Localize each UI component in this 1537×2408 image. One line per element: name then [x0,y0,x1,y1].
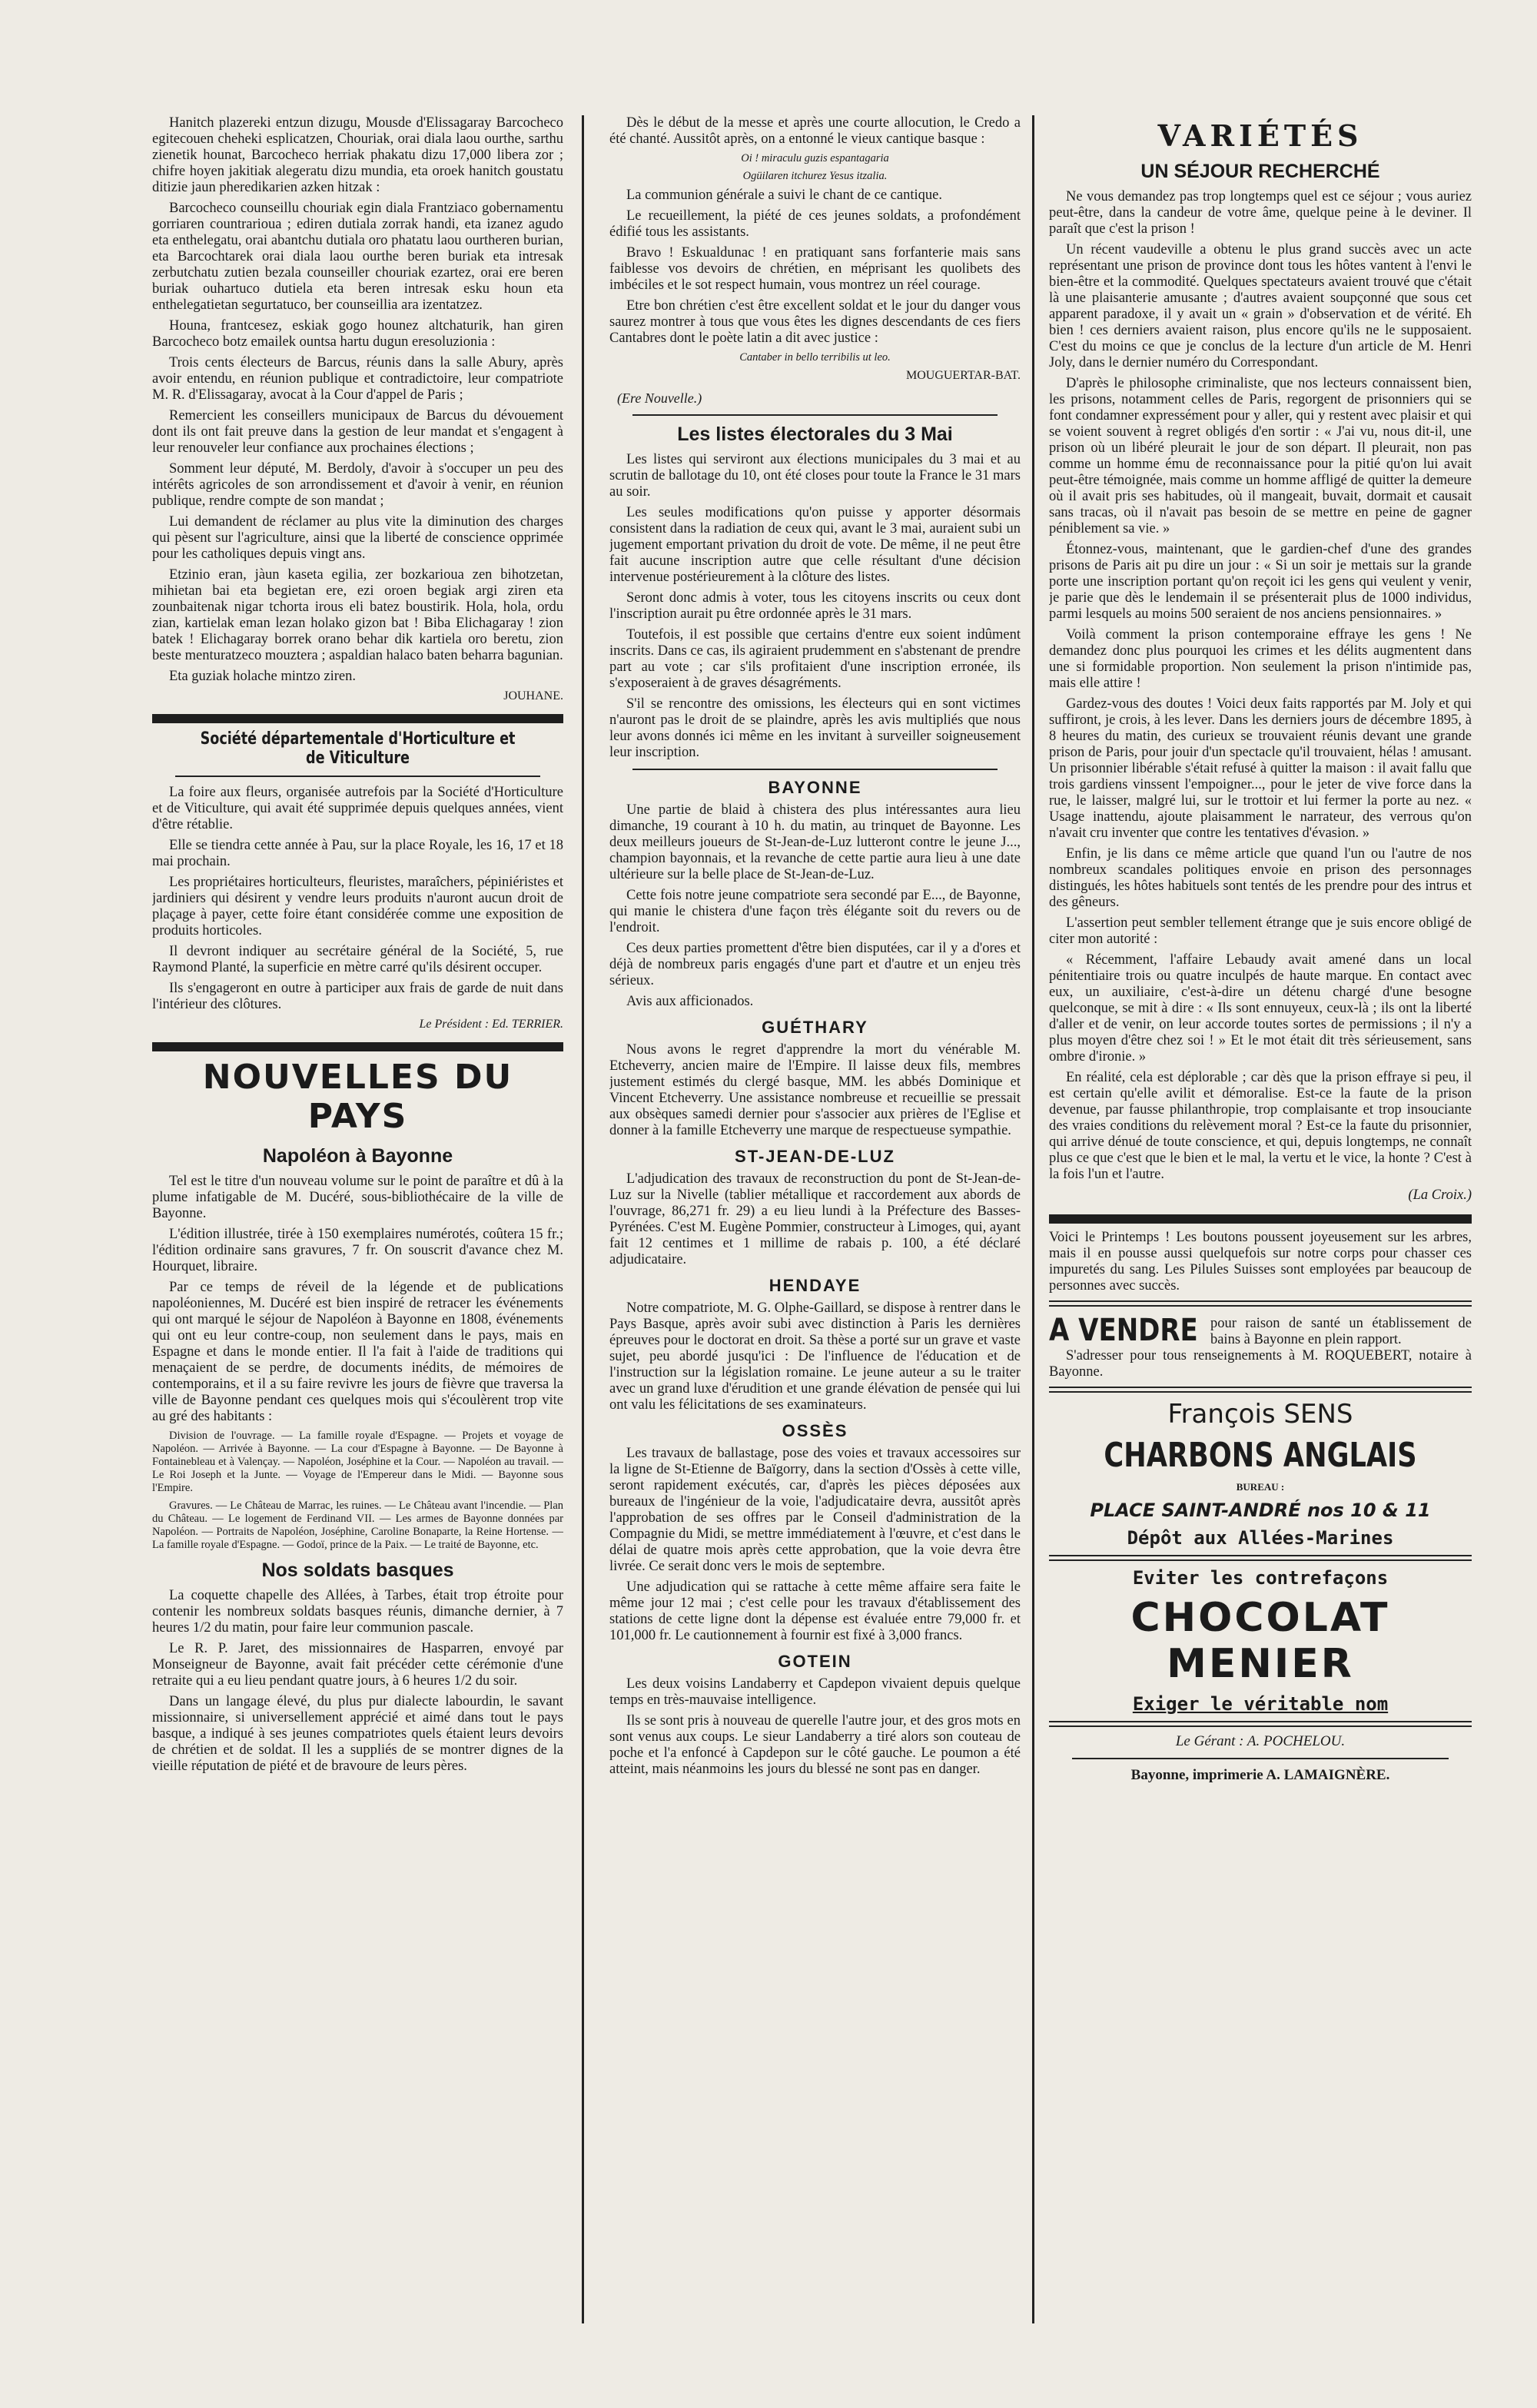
paragraph: Etzinio eran, jàun kaseta egilia, zer bozkarioua zen bihotzetan, mihietan bai eta begietan ere, ezi oroen begiak argi ziren eta zounbaitenak nigar tchorta irous eli batez boustirik. Hola, hola, ordu zian, kartielak eman lezan holako gizon bat ! Biba Elichagaray ! zion batek ! Elichagaray borrek orano behar dik kartiela oro beretu, zion beste menturatzeco mouztera ; aspaldian halaco baten beharra bagunian. [152,567,563,663]
section-title-nouvelles: NOUVELLES DU PAYS [202,1058,513,1136]
paragraph: Une adjudication qui se rattache à cette même affaire sera faite le même jour 12 mai ; c'est celle pour les travaux d'établissement des stations de cette ligne dont la dépense est évaluée entre 79,000 fr. et 101,000 fr. Le cautionnement à fournir est fixé à 3,000 francs. [609,1579,1021,1643]
headline-napoleon: Napoléon à Bayonne [262,1145,453,1167]
paragraph: Le recueillement, la piété de ces jeunes soldats, a profondément édifié tous les assistants. [609,208,1021,240]
paragraph: La foire aux fleurs, organisée autrefois par la Société d'Horticulture et de Viticulture, qui avait été supprimée depuis quelques années, vient d'être rétablie. [152,785,563,832]
paragraph: La communion générale a suivi le chant de ce cantique. [626,188,942,203]
osses-article [609,1446,1021,1644]
printemps-notice: Voici le Printemps ! Les boutons poussent joyeusement sur les arbres, mais il en pousse aussi quelquefois sur notre corps pour chasser ces impuretés du sang. Les Pilules Suisses sont employées par beaucoup de personnes avec succès. [1049,1230,1472,1294]
paragraph: Etre bon chrétien c'est être excellent soldat et le jour du danger vous saurez montrer à tous que vous êtes les dignes descendants de ces fiers Cantabres dont le poète latin a dit avec justice : [609,298,1021,346]
menier-warning: Eviter les contrefaçons [1132,1567,1389,1589]
hendaye-article [609,1300,1021,1413]
paragraph: Les seules modifications qu'on puisse y apporter désormais consistent dans la radiation de ceux qui, avant le 3 mai, auraient subi un jugement emportant privation du droit de vote. De même, il ne peut être fait aucune inscription autre que celle résultant d'une décision intervenue postérieurement à la clôture des listes. [609,505,1021,585]
imprimerie: Bayonne, imprimerie A. LAMAIGNÈRE. [1130,1767,1390,1783]
menier-exiger: Exiger le véritable nom [1132,1693,1389,1715]
messe-text-2 [609,188,1021,347]
listes-article [609,452,1021,761]
paragraph: Remercient les conseillers municipaux de Barcus du dévouement dont ils ont fait preuve dans la gestion de leur mandat et s'engagent à leur renouveler leur confiance aux prochaines élections ; [152,408,563,456]
paragraph: Hanitch plazereki entzun dizugu, Mousde d'Elissagaray Barcocheco egitecouen cheheki esplicatzen, Chouriak, orai diala laou ourthe, sarthu zienetik hounat, Barcocheco herriak phakatu dizu 17,000 libera zor ; chifre hoyen jakitiak alegeratu dizu mundia, eta oroek hanitch goustatu ditizie jaun pheredikarien azken hitzak : [152,115,563,195]
column-rule [582,115,584,2323]
paragraph: Ne vous demandez pas trop longtemps quel est ce séjour ; vous auriez peut-être, dans la candeur de votre âme, quelque peine à le deviner. Il paraît que c'est la prison ! [1049,189,1472,237]
headline-sejour: UN SÉJOUR RECHERCHÉ [1140,161,1380,182]
separator-bar [1049,1214,1472,1224]
paragraph: Tel est le titre d'un nouveau volume sur le point de paraître et dû à la plume infatigable de M. Ducéré, sous-bibliothécaire de la ville de Bayonne. [152,1174,563,1221]
paragraph: Étonnez-vous, maintenant, que le gardien-chef d'une des grandes prisons de Paris ait pu dire un jour : « Si un soir je mettais sur la grande porte une inscription portant qu'on reçoit ici les gens qui veulent y venir, je parie que dès le lendemain il se présenterait plus de 1000 individus, parmi lesquels au moins 500 seraient de nos anciens pensionnaires. » [1049,542,1472,622]
messe-text [609,115,1021,148]
basque-article [152,115,563,350]
separator-bar [152,1042,563,1051]
summary-text: Division de l'ouvrage. — La famille royale d'Espagne. — Projets et voyage de Napoléon. — Arrivée à Bayonne. — La cour d'Espagne à Bayonne. — De Bayonne à Fontainebleau et à Valençay. — Napoléon, Joséphine et la Cour. — Napoléon au travail. — Le Roi Joseph et la Junte. — Voyage de l'Empereur dans le Midi. — Bayonne sous l'Empire. [152,1430,563,1494]
paragraph: L'assertion peut sembler tellement étrange que je suis encore obligé de citer mon autorité : [1049,915,1472,947]
heading-hendaye: HENDAYE [768,1276,861,1295]
signature: JOUHANE. [503,689,563,702]
paragraph: Le R. P. Jaret, des missionnaires de Hasparren, envoyé par Monseigneur de Bayonne, avait fait précéder cette cérémonie d'une retraite qui a eu lieu pendant quatre jours, à 6 heures 1/2 du soir. [152,1641,563,1689]
paragraph: Lui demandent de réclamer au plus vite la diminution des charges qui pèsent sur l'agriculture, ainsi que la liberté de conscience opprimée pour les catholiques depuis vingt ans. [152,514,563,562]
paragraph: Trois cents électeurs de Barcus, réunis dans la salle Abury, après avoir entendu, en réunion publique et contradictoire, leur compatriote M. R. d'Elissagaray, avocat à la Cour d'appel de Paris ; [152,355,563,403]
heading-gotein: GOTEIN [778,1652,852,1671]
paragraph: Houna, frantcesez, eskiak gogo hounez altchaturik, han giren Barcocheco botz emailek ountsa hartu dugun eresoluzionia : [152,318,563,350]
paragraph: S'il se rencontre des omissions, les électeurs qui en sont victimes n'auront pas le droit de se plaindre, après les avis multipliés que nous leur avons donnés ici même en les invitant à surveiller soigneusement leur inscription. [609,696,1021,760]
separator-line [1072,1758,1449,1759]
paragraph: Les travaux de ballastage, pose des voies et travaux accessoires sur la ligne de St-Etienne de Baïgorry, dans la section d'Ossès à cette ville, seront rapidement exécutés, car, d'après les pièces déposées aux bureaux de l'ingénieur de la voie, l'adjudicataire devra, aussitôt après l'approbation de ses offres par le Conseil d'administration de la Compagnie du Midi, se mettre immédiatement à l'œuvre, et c'est dans le délai de quatre mois après cette approbation, que la voie devra être livrée. Ce serait donc vers le mois de septembre. [609,1446,1021,1574]
bayonne-article [609,802,1021,1010]
paragraph: La coquette chapelle des Allées, à Tarbes, était trop étroite pour contenir les nombreux soldats basques réunis, dimanche dernier, à 7 heures 1/2 du matin, pour faire leur communion pascale. [152,1588,563,1636]
paragraph: Enfin, je lis dans ce même article que quand l'un ou l'autre de nos nombreux scandales politiques envoie en prison des personnages distingués, les hôtes habituels sont tentés de les prendre pour des intrus et des gêneurs. [1049,846,1472,910]
paragraph: Nous avons le regret d'apprendre la mort du vénérable M. Etcheverry, ancien maire de l'Empire. Il laisse deux fils, membres justement estimés du clergé basque, MM. les abbés Dominique et Vincent Etcheverry. Une assistance nombreuse et recueillie se pressait aux obsèques samedi dernier pour s'associer aux prières de l'Eglise et donner à la famille Etcheverry une marque de respectueuse sympathie. [609,1042,1021,1138]
latin-quote: Cantaber in bello terribilis ut leo. [739,351,891,364]
paragraph: Elle se tiendra cette année à Pau, sur la place Royale, les 16, 17 et 18 mai prochain. [152,838,563,869]
headline-listes: Les listes électorales du 3 Mai [677,423,953,445]
column-2 [609,115,1021,2331]
avendre-contact: S'adresser pour tous renseignements à M. ROQUEBERT, notaire à Bayonne. [1049,1348,1472,1380]
stjean-article [609,1171,1021,1268]
headline-soldats: Nos soldats basques [261,1559,454,1581]
cantique-quote [609,152,1021,183]
avendre-title: A VENDRE [1049,1313,1198,1348]
paragraph: Une partie de blaid à chistera des plus intéressantes aura lieu dimanche, 19 courant à 10 h. du matin, au trinquet de Bayonne. Les deux meilleurs joueurs de St-Jean-de-Luz lutteront contre le jeune J..., champion bayonnais, et la revanche de cette partie aura lieu à une date ultérieure sur la belle place de St-Jean-de-Luz. [609,802,1021,882]
paragraph: Dès le début de la messe et après une courte allocution, le Credo a été chanté. Aussitôt après, on a entonné le vieux cantique basque : [609,115,1021,147]
avendre-text: pour raison de santé un établissement de bains à Bayonne en plein rapport. [1210,1316,1472,1347]
avendre-ad [1049,1313,1472,1348]
gotein-article [609,1676,1021,1778]
heading-stjean: ST-JEAN-DE-LUZ [735,1147,895,1166]
heading-osses: OSSÈS [782,1421,848,1440]
signature: Le Président : Ed. TERRIER. [419,1018,563,1031]
resolution-text [152,355,563,685]
paragraph: Ces deux parties promettent d'être bien disputées, car il y a d'ores et déjà de nombreux paris engagés d'une part et d'autre et un enjeu très sérieux. [609,941,1021,988]
paragraph: Seront donc admis à voter, tous les citoyens inscrits ou ceux dont l'inscription aurait pu être ordonnée après le 31 mars. [609,590,1021,622]
paragraph: Il devront indiquer au secrétaire général de la Société, 5, rue Raymond Planté, la superficie en mètre carré qu'ils désirent occuper. [152,944,563,975]
paragraph: Notre compatriote, M. G. Olphe-Gaillard, se dispose à rentrer dans le Pays Basque, après avoir subi avec distinction à Paris les dernières épreuves pour le doctorat en droit. Sa thèse a porté sur un grave et vaste sujet, peu abordé jusqu'ici : De l'influence de l'éducation et de l'instruction sur la législation romaine. Le jeune auteur a su le traiter avec un grand luxe d'érudition et une grande élévation de pensée qui lui ont valu les félicitations de ses examinateurs. [609,1300,1021,1413]
paragraph: D'après le philosophe criminaliste, que nos lecteurs connaissent bien, les prisons, notamment celles de Paris, regorgent de prisonniers qui se font condamner expressément pour y aller, qui y restent avec plaisir et qui se voient souvent à regret obligés d'en sortir : « J'ai vu, nous dit-il, une prison où un libéré pleurait le jour de son départ. Il pleurait, non pas comme un homme ému de reconnaissance pour la pitié qu'on lui avait peut-être témoignée, mais comme un homme affligé de quitter la demeure où il avait pris ses habitudes, où il mangeait, buvait, dormait et causait sans tracas, où il n'avait pas besoin de se mettre en peine de gagner péniblement sa vie. » [1049,376,1472,536]
paragraph: Par ce temps de réveil de la légende et de publications napoléoniennes, M. Ducéré est bien inspiré de retracer les événements qui ont marqué le séjour de Napoléon à Bayonne en 1808, événements qui ont eu leur contre-coup, non seulement dans le pays, mais en Espagne et dans le monde entier. Il l'a fait à l'aide de traditions qui menaçaient de se perdre, de documents inédits, de mémoires de contemporains, et il a su faire revivre les jours de fièvre que traversa la ville de Bayonne pendant ces quelques mois qui s'écoulèrent trop vite au gré des habitants : [152,1280,563,1424]
separator-line [1049,1300,1472,1307]
paragraph: Bravo ! Eskualdunac ! en pratiquant sans forfanterie mais sans faiblesse vos devoirs de chrétien, en méprisant les quolibets des imbéciles et le sot respect humain, vous montrez un réel courage. [609,245,1021,293]
paragraph: Toutefois, il est possible que certains d'entre eux soient indûment inscrits. Dans ce cas, ils agiraient prudemment en s'abstenant de prendre part au vote ; car s'ils profitaient d'une inscription erronée, ils s'exposeraient à de graves désagréments. [609,627,1021,691]
heading-guethary: GUÉTHARY [762,1018,868,1037]
signature: MOUGUERTAR-BAT. [905,369,1021,382]
sens-bureau: BUREAU : [1236,1481,1285,1493]
soldats-article [152,1588,563,1775]
horticulture-article [152,785,563,1013]
section-title-varietes: VARIÉTÉS [1157,118,1363,153]
paragraph: Avis aux afficionados. [626,994,754,1009]
summary-text: Gravures. — Le Château de Marrac, les ruines. — Le Château avant l'incendie. — Plan du Château. — Le logement de Ferdinand VII. — Les armes de Bayonne données par Napoléon. — Portraits de Napoléon, Joséphine, Caroline Bonaparte, la Reine Hortense. — La famille royale d'Espagne. — Godoï, prince de la Paix. — Le traité de Bayonne, etc. [152,1500,563,1551]
separator-line [632,769,998,770]
napoleon-article [152,1174,563,1552]
gerant: Le Gérant : A. POCHELOU. [1175,1733,1346,1749]
separator-line [175,776,540,777]
source: (Ere Nouvelle.) [617,390,702,406]
source: (La Croix.) [1408,1187,1472,1203]
paragraph: Cette fois notre jeune compatriote sera secondé par E..., de Bayonne, qui manie le chistera d'une façon très élégante soit du revers ou de l'endroit. [609,888,1021,935]
paragraph: Les listes qui serviront aux élections municipales du 3 mai et au scrutin de ballotage du 10, ont été closes pour toute la France le 31 mars au soir. [609,452,1021,500]
paragraph: Barcocheco counseillu chouriak egin diala Frantziaco gobernamentu gorriaren countrarioua ; ediren dutiala zorrak handi, eta izanez agudo eta enthelegatu, orai abantchu dutiala oro phatatu laou ourtheren burian, eta Barcochtarek orai diala laou ourthe beren buriak eta intresak zerbutchatu zutien bezala counseiller chouriak ezartez, orai ere beren buriak ouhartuco dutiela eta beren intresak esku houn eta enthelegatietan segurtatuco, ber counseillia ara izentatzez. [152,201,563,313]
paragraph: Somment leur député, M. Berdoly, d'avoir à s'occuper un peu des intérêts agricoles de son arrondissement et d'avoir à venir, en réunion publique, rendre compte de son mandat ; [152,461,563,509]
paragraph: Gardez-vous des doutes ! Voici deux faits rapportés par M. Joly et qui suffiront, je crois, à les lever. Dans les derniers jours de décembre 1895, à 8 heures du matin, des curieux se trouvaient réunis devant une grande prison de Paris, pour jouir d'un spectacle qu'il trouvaient, hélas ! amusant. Un prisonnier libérable s'était refusé à quitter la maison : il avait fallu que trois gardiens vinssent l'empoigner..., pour le jeter de vive force dans la rue, le laisser, malgré lui, sur le trottoir et lui fermer la porte au nez. « Usage inattendu, ajoute plaisamment le narrateur, des verrous qu'on n'avait cru inventer que contre les tentatives d'évasion. » [1049,696,1472,841]
separator-line [632,414,998,416]
column-3 [1049,115,1472,2331]
separator-bar [152,714,563,723]
column-rule [1032,115,1034,2323]
paragraph: Eta guziak holache mintzo ziren. [169,669,356,684]
menier-chocolat: CHOCOLAT [1130,1595,1390,1641]
paragraph: Ils s'engageront en outre à participer aux frais de garde de nuit dans l'intérieur des clôtures. [152,981,563,1012]
paragraph: Dans un langage élevé, du plus pur dialecte labourdin, le savant missionnaire, si universellement apprécié et aimé dans tout le pays basque, a indiqué à ses jeunes compatriotes quels étaient leurs devoirs de chrétien et de soldat. Il les a suppliés de se montrer dignes de la vieille réputation de piété et de bravoure de leurs pères. [152,1694,563,1774]
separator-line [1049,1721,1472,1727]
sens-depot: Dépôt aux Allées-Marines [1127,1527,1394,1549]
headline-horticulture: Société départementale d'Horticulture et de Viticulture [200,729,516,768]
paragraph: L'adjudication des travaux de reconstruction du pont de St-Jean-de-Luz sur la Nivelle (tablier métallique et raccordement aux abords de l'ouvrage, 86,271 fr. 29) a eu lieu lundi à la Préfecture des Basses-Pyrénées. C'est M. Eugène Pommier, constructeur à Limoges, qui, ayant fait 12 centimes et 1 millime de rabais p. 100, a été déclaré adjudicataire. [609,1171,1021,1267]
paragraph: Ils se sont pris à nouveau de querelle l'autre jour, et des gros mots en sont venus aux coups. Le sieur Landaberry a tiré alors son couteau de poche et l'a enfoncé à Capdepon sur le côté gauche. Le poumon a été atteint, mais néanmoins les jours du blessé ne sont pas en danger. [609,1713,1021,1777]
paragraph: Voilà comment la prison contemporaine effraye les gens ! Ne demandez donc plus pourquoi les crimes et les délits augmentent dans une si formidable proportion. Non seulement la prison n'intimide pas, mais elle attire ! [1049,627,1472,691]
sens-place: PLACE SAINT-ANDRÉ nos 10 & 11 [1090,1500,1431,1521]
heading-bayonne: BAYONNE [768,778,862,797]
paragraph: Les propriétaires horticulteurs, fleuristes, maraîchers, pépiniéristes et jardiniers qui désirent y vendre leurs produits n'auront aucun droit de plaçage à payer, cette foire étant considérée comme une exposition de produits horticoles. [152,875,563,938]
cantique-line: Ogüilaren itchurez Yesus itzalia. [742,170,888,182]
menier-name: MENIER [1167,1641,1354,1687]
separator-line [1049,1555,1472,1561]
sens-name: François SENS [1167,1399,1353,1430]
paragraph: L'édition illustrée, tirée à 150 exemplaires numérotés, coûtera 15 fr.; l'édition ordinaire sans gravures, 7 fr. On souscrit d'avance chez M. Hourquet, libraire. [152,1227,563,1274]
paragraph: Un récent vaudeville a obtenu le plus grand succès avec un acte représentant une prison de province dont tous les hôtes vantent à l'envi le bien-être et la commodité. Quelques spectateurs avaient trouvé que c'était là une plaisanterie amusante ; d'autres avaient soupçonné que sous cet apparent paradoxe, il y avait un « grain » d'observation et de vérité. Eh bien ! ces derniers avaient raison, plus encore qu'ils ne le supposaient. C'est du moins ce que je conclus de la lecture d'un article de M. Henri Joly, dans le dernier numéro du Correspondant. [1049,242,1472,370]
separator-line [1049,1387,1472,1393]
paragraph: Les deux voisins Landaberry et Capdepon vivaient depuis quelque temps en très-mauvaise intelligence. [609,1676,1021,1708]
guethary-article [609,1042,1021,1139]
paragraph: « Récemment, l'affaire Lebaudy avait amené dans un local pénitentiaire trois ou quatre inculpés de haute marque. En contact avec eux, un auxiliaire, c'est-à-dire un détenu chargé d'une besogne quelconque, se mit à dire : « Ils sont ennuyeux, ceux-là ; ils ont la liberté d'aller et de venir, on leur accorde toutes sortes de permissions ; il n'y a plus moyen d'être chez soi ! » Et le mot était dit très sérieusement, sans ombre d'ironie. » [1049,952,1472,1065]
cantique-line: Oi ! miraculu guzis espantagaria [741,152,889,164]
column-1 [152,115,563,2331]
sens-charbons: CHARBONS ANGLAIS [1104,1436,1417,1475]
sejour-article [1049,189,1472,1183]
paragraph: En réalité, cela est déplorable ; car dès que la prison effraye si peu, il est certain qu'elle avilit et démoralise. Est-ce la faute de la prison devenue, par fausse philanthropie, trop complaisante et trop insouciante des vraies conditions du relèvement moral ? Est-ce la faute du prisonnier, qui arrive dénué de toute conscience, et qui, depuis longtemps, ne connaît plus ce que c'est que le bien et le mal, la vertu et le vice, la honte ? C'est à la fois l'un et l'autre. [1049,1070,1472,1182]
